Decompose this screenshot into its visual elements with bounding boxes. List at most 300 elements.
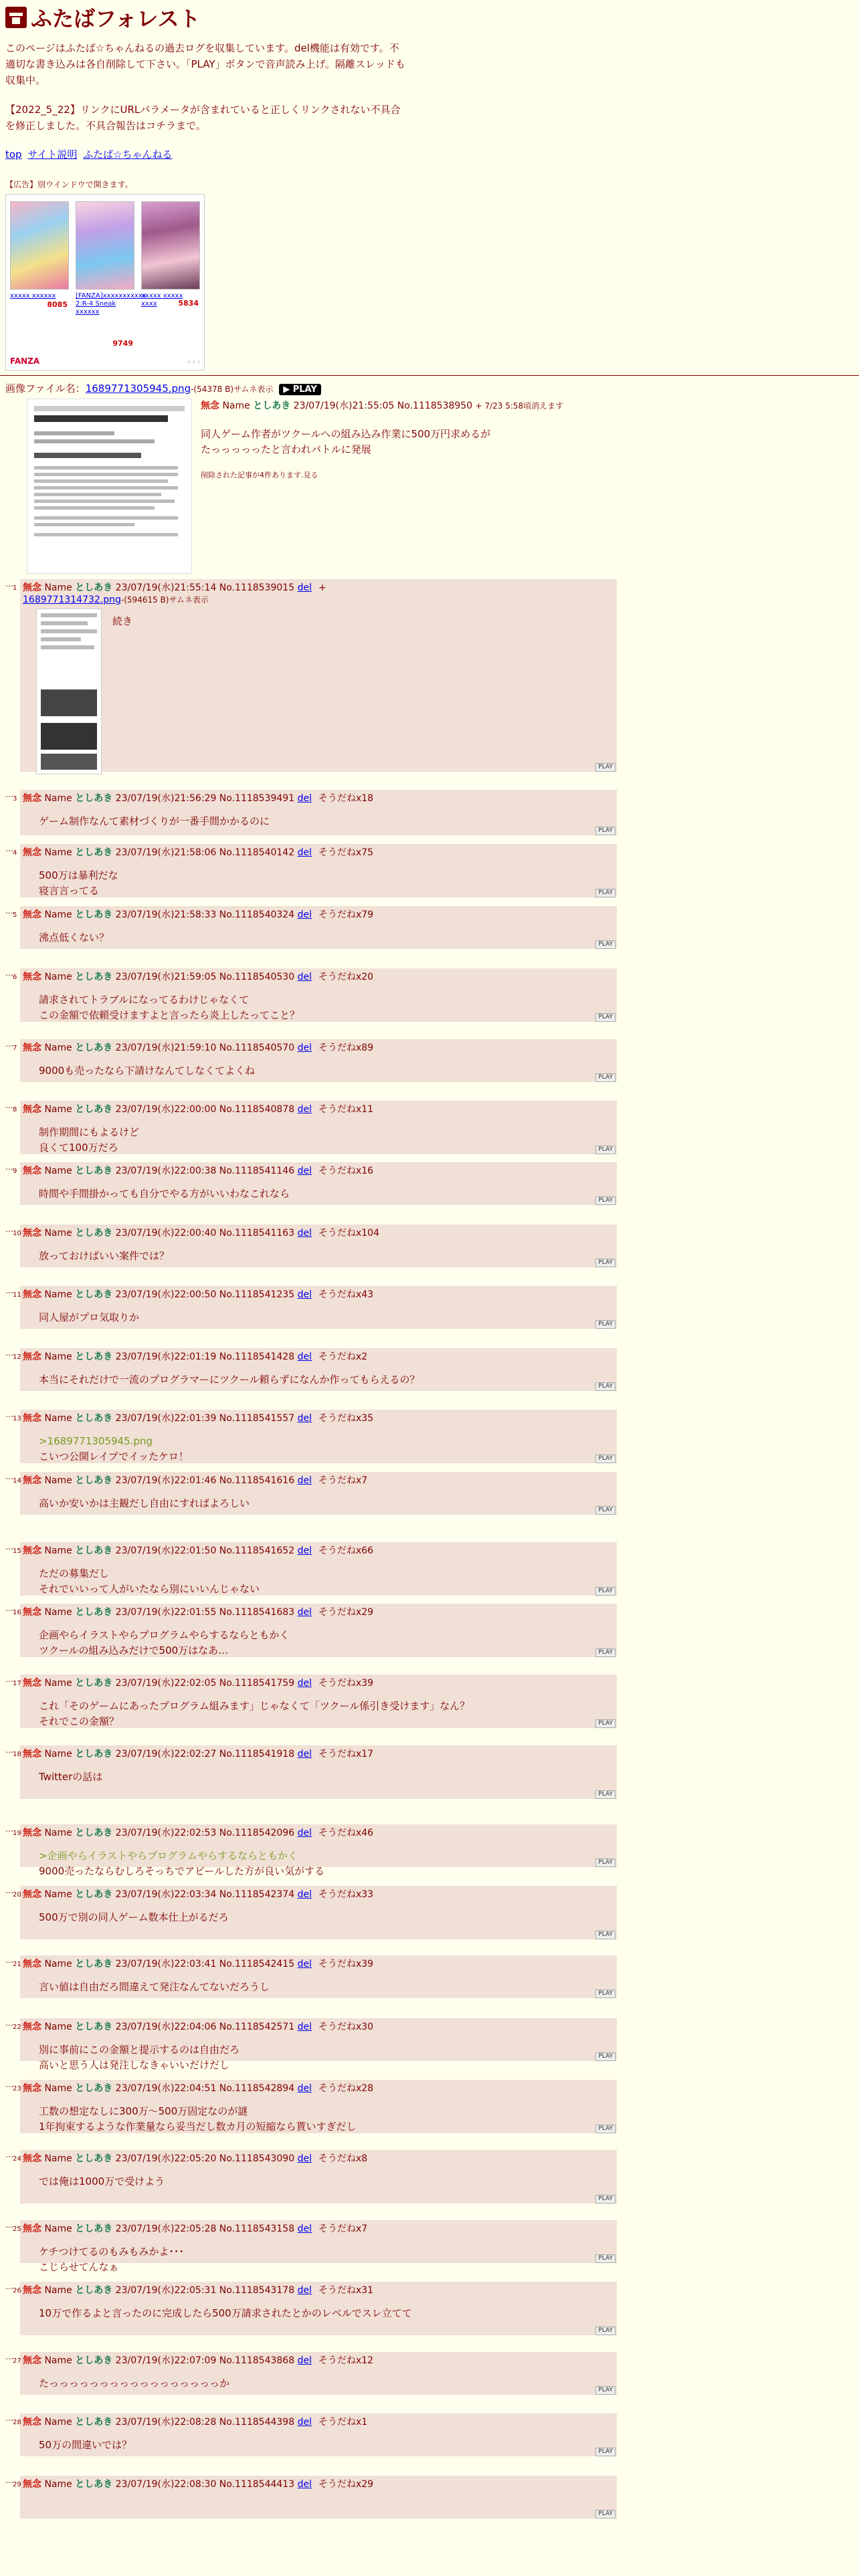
del-link[interactable]: del (297, 2479, 312, 2490)
reply-header (23, 1827, 614, 1839)
play-button[interactable]: PLAY (595, 1073, 615, 1082)
reply-body: Twitterの話は (39, 1771, 103, 1783)
name-label: Name (44, 1352, 72, 1362)
reply-header (23, 1289, 614, 1301)
reply-text (39, 1310, 614, 1325)
play-button[interactable]: PLAY (595, 2195, 615, 2204)
op-play-button[interactable]: ▶ PLAY (279, 384, 321, 395)
reply-body: 500万で別の同人ゲーム数本仕上がるだろ (39, 1911, 229, 1923)
intro-paragraph-1: このページはふたば☆ちゃんねるの過去ログを収集しています。del機能は有効です。不適切な書き込みは各自削除して下さい。「PLAY」ボタンで音声読み上げ。隔離スレッドも収集中。 (5, 42, 405, 86)
poster-name: としあき (253, 401, 291, 411)
reply-body: 言い値は自由だろ間違えて発注なんてないだろうし (39, 1981, 270, 1993)
poster-name: としあき (75, 2153, 113, 2164)
play-button[interactable]: PLAY (595, 1506, 615, 1515)
del-link[interactable]: del (297, 2355, 312, 2366)
reply-file-link[interactable]: 1689771314732.png (23, 595, 121, 605)
reply-box (13, 1955, 617, 1998)
ad-image[interactable] (10, 201, 69, 290)
poster-name: としあき (75, 1475, 113, 1486)
op-text: 同人ゲーム作者がツクールへの組み込み作業に500万円求めるが たっっっっったと言われバトルに発展 (201, 428, 491, 455)
reply-body: 請求されてトラブルになってるわけじゃなくて この金額で依頼受けますよと言ったら炎上したってこと？ (39, 994, 300, 1021)
sodane-button[interactable]: そうだねx7 (318, 1475, 368, 1486)
reply-number: 18 (13, 1751, 21, 1758)
play-button[interactable]: PLAY (595, 2327, 615, 2335)
sodane-button[interactable]: そうだねx39 (318, 1678, 374, 1689)
del-link[interactable]: del (297, 1889, 312, 1900)
reply-dots: … (5, 579, 13, 588)
subject: 無念 (23, 1749, 41, 1759)
subject: 無念 (23, 1959, 41, 1969)
post-date: 23/07/19(水)22:01:19 No.1118541428 (115, 1352, 295, 1362)
reply-header (23, 1889, 614, 1901)
reply-number: 1 (13, 584, 17, 592)
play-button[interactable]: PLAY (595, 1259, 615, 1267)
subject: 無念 (23, 847, 41, 858)
play-button[interactable]: PLAY (595, 889, 615, 897)
subject: 無念 (23, 1104, 41, 1115)
play-button[interactable]: PLAY (595, 1648, 615, 1657)
name-label: Name (44, 2022, 72, 2032)
ad-item-price: 8085 (47, 300, 68, 309)
name-label: Name (44, 2285, 72, 2296)
subject: 無念 (23, 2417, 41, 2428)
poster-name: としあき (75, 972, 113, 982)
ad-item-price: 9749 (112, 339, 133, 348)
del-link[interactable]: del (297, 1413, 312, 1424)
del-link[interactable]: del (297, 793, 312, 804)
reply-box (13, 790, 617, 835)
reply-dots: … (5, 1886, 13, 1895)
post-date: 23/07/19(水)22:05:20 No.1118543090 (115, 2153, 295, 2164)
ad-item-name[interactable]: [FANZA]xxxxxxxxxxx 2:R-4 Sneak xxxxxx (76, 292, 147, 316)
reply-box (13, 2150, 617, 2204)
poster-name: としあき (75, 1043, 113, 1053)
name-label: Name (44, 2153, 72, 2164)
reply-number: 14 (13, 1477, 21, 1485)
reply-dots: … (5, 2018, 13, 2028)
post-date: 23/07/19(水)21:56:29 No.1118539491 (115, 793, 295, 804)
del-link[interactable]: del (297, 2224, 312, 2234)
play-button[interactable]: PLAY (595, 2510, 615, 2518)
reply-dots: … (5, 1224, 13, 1234)
reply-text (39, 1979, 614, 1995)
sodane-button[interactable]: そうだねx39 (318, 1959, 374, 1969)
post-date: 23/07/19(水)22:08:28 No.1118544398 (115, 2417, 295, 2428)
subject: 無念 (23, 2153, 41, 2164)
reply-number: 5 (13, 911, 17, 919)
reply-body: 9000も売ったなら下請けなんてしなくてよくね (39, 1065, 256, 1077)
play-button[interactable]: PLAY (595, 827, 615, 835)
sodane-button[interactable]: そうだねx43 (318, 1289, 374, 1300)
reply-dots: … (5, 844, 13, 853)
poster-name: としあき (75, 2285, 113, 2296)
poster-name: としあき (75, 2224, 113, 2234)
reply-number: 6 (13, 974, 17, 981)
reply-header (23, 1412, 614, 1424)
play-button[interactable]: PLAY (595, 1146, 615, 1154)
play-button[interactable]: PLAY (595, 1990, 615, 1998)
reply-number: 7 (13, 1045, 17, 1052)
play-button[interactable]: PLAY (595, 1455, 615, 1463)
op-post (5, 381, 808, 479)
reply-number: 3 (13, 795, 17, 802)
name-label: Name (44, 2355, 72, 2366)
reply-text (39, 992, 614, 1023)
op-thumbnail[interactable] (27, 399, 192, 574)
post-date: 23/07/19(水)22:00:38 No.1118541146 (115, 1166, 295, 1176)
reply-body: こいつ公開レイプでイッたケロ！ (39, 1451, 189, 1463)
poster-name: としあき (75, 2417, 113, 2428)
reply-number: 22 (13, 2024, 21, 2031)
post-date: 23/07/19(水)22:04:51 No.1118542894 (115, 2083, 295, 2094)
reply-text (39, 2042, 614, 2073)
del-link[interactable]: del (297, 2022, 312, 2032)
del-link[interactable]: del (297, 1228, 312, 1239)
ad-item-price: 5834 (178, 299, 199, 308)
reply-dots: … (5, 1162, 13, 1172)
poster-name: としあき (75, 909, 113, 920)
play-button[interactable]: PLAY (595, 1382, 615, 1391)
ad-image[interactable] (141, 201, 200, 290)
del-link[interactable]: del (297, 1104, 312, 1115)
thumb-toggle[interactable]: サムネ表示 (233, 385, 274, 394)
reply-body: ゲーム制作なんて素材づくりが一番手間かかるのに (39, 815, 270, 827)
play-button[interactable]: PLAY (595, 1858, 615, 1867)
poster-name: としあき (75, 1104, 113, 1115)
reply-text (39, 1848, 614, 1879)
sodane-button[interactable]: そうだねx66 (318, 1545, 374, 1556)
play-button[interactable]: PLAY (595, 940, 615, 949)
reply-text (39, 1496, 614, 1511)
reply-text (39, 1628, 614, 1658)
ad-image[interactable] (76, 201, 134, 290)
subject: 無念 (23, 2083, 41, 2094)
play-button[interactable]: PLAY (595, 2448, 615, 2456)
subject: 無念 (23, 1289, 41, 1300)
del-link[interactable]: del (297, 1352, 312, 1362)
deleted-notice[interactable]: 削除された記事が4件あります.見る (201, 471, 318, 479)
sodane-button[interactable]: そうだねx89 (318, 1043, 374, 1053)
reply-header (23, 2082, 614, 2095)
name-label: Name (44, 847, 72, 858)
reply-body: 工数の想定なしに300万〜500万固定なのが謎 1年拘束するような作業量なら妥当だし数カ月の短縮なら貰いすぎだし (39, 2105, 357, 2133)
reply-number: 26 (13, 2287, 21, 2294)
name-label: Name (44, 582, 72, 593)
del-link[interactable]: del (297, 1749, 312, 1759)
poster-name: としあき (75, 582, 113, 593)
ad-item[interactable] (141, 201, 199, 308)
name-label: Name (44, 1749, 72, 1759)
reply-body: 沸点低くない？ (39, 932, 110, 944)
reply-header (23, 2284, 614, 2296)
del-link[interactable]: del (297, 1828, 312, 1838)
reply-body: 放っておけばいい案件では？ (39, 1250, 170, 1262)
ad-item-name[interactable]: xxxxx xxxxx xxxx (141, 292, 183, 308)
del-link[interactable]: del (297, 1475, 312, 1486)
op-header (201, 399, 736, 412)
sodane-button[interactable]: そうだねx18 (318, 793, 374, 804)
reply-number: 8 (13, 1106, 17, 1113)
subject: 無念 (23, 2224, 41, 2234)
poster-name: としあき (75, 1607, 113, 1618)
post-date: 23/07/19(水)22:03:41 No.1118542415 (115, 1959, 295, 1969)
ad-arrows-icon[interactable]: ‹ › › (187, 358, 200, 366)
reply-box (13, 1410, 617, 1463)
del-link[interactable]: del (297, 847, 312, 858)
reply-header (23, 2021, 614, 2033)
reply-number: 21 (13, 1961, 21, 1968)
del-link[interactable]: del (297, 1166, 312, 1176)
subject: 無念 (23, 1043, 41, 1053)
sodane-button[interactable]: そうだねx7 (318, 2224, 368, 2234)
play-button[interactable]: PLAY (595, 2254, 615, 2263)
reply-text (39, 1434, 614, 1465)
post-date: 23/07/19(水)21:59:05 No.1118540530 (115, 972, 295, 982)
play-button[interactable]: PLAY (595, 1013, 615, 1022)
expire-note: + 7/23 5:58頃消えます (475, 401, 564, 411)
sodane-button[interactable]: そうだねx30 (318, 2022, 374, 2032)
play-button[interactable]: PLAY (595, 1931, 615, 1939)
reply-header (23, 2416, 614, 2428)
reply-box (13, 579, 617, 772)
name-label: Name (44, 793, 72, 804)
del-link[interactable]: del (297, 1607, 312, 1618)
name-label: Name (44, 1959, 72, 1969)
name-label: Name (44, 1289, 72, 1300)
reply-number: 24 (13, 2155, 21, 2163)
play-button[interactable]: PLAY (595, 763, 615, 772)
subject: 無念 (23, 1166, 41, 1176)
reply-text (39, 1249, 614, 1264)
reply-text (39, 814, 614, 829)
reply-box (13, 2352, 617, 2395)
poster-name: としあき (75, 1228, 113, 1239)
play-button[interactable]: PLAY (595, 2386, 615, 2395)
sodane-button[interactable]: そうだねx28 (318, 2083, 374, 2094)
reply-number: 29 (13, 2481, 21, 2488)
reply-header (23, 2223, 614, 2235)
reply-number: 10 (13, 1230, 21, 1237)
ad-box[interactable] (5, 194, 205, 370)
reply-body: 時間や手間掛かっても自分でやる方がいいわなこれなら (39, 1188, 290, 1200)
name-label: Name (44, 1166, 72, 1176)
ad-item[interactable] (76, 201, 147, 348)
reply-box (13, 906, 617, 949)
ad-item[interactable] (10, 201, 68, 309)
sodane-button[interactable]: そうだねx104 (318, 1228, 379, 1239)
reply-box (13, 1824, 617, 1877)
sodane-button[interactable]: そうだねx8 (318, 2153, 368, 2164)
op-file-line (5, 381, 808, 395)
quote-text: >企画やらイラストやらプログラムやらするならともかく (39, 1850, 298, 1862)
del-link[interactable]: del (297, 909, 312, 920)
play-button[interactable]: PLAY (595, 1719, 615, 1728)
sodane-button[interactable]: そうだねx29 (318, 1607, 374, 1618)
post-date: 23/07/19(水)22:05:28 No.1118543158 (115, 2224, 295, 2234)
reply-text (112, 614, 614, 629)
reply-text (39, 2438, 614, 2453)
post-date: 23/07/19(水)21:58:06 No.1118540142 (115, 847, 295, 858)
sodane-button[interactable]: + (318, 582, 326, 593)
post-date: 23/07/19(水)22:01:50 No.1118541652 (115, 1545, 295, 1556)
del-link[interactable]: del (297, 1959, 312, 1969)
reply-number: 11 (13, 1291, 21, 1299)
play-button[interactable]: PLAY (595, 2052, 615, 2061)
sodane-button[interactable]: そうだねx1 (318, 2417, 368, 2428)
poster-name: としあき (75, 1413, 113, 1424)
del-link[interactable]: del (297, 1678, 312, 1689)
del-link[interactable]: del (297, 972, 312, 982)
sodane-button[interactable]: そうだねx20 (318, 972, 374, 982)
reply-header (23, 847, 614, 859)
reply-text (39, 1063, 614, 1079)
sodane-button[interactable]: そうだねx31 (318, 2285, 374, 2296)
subject: 無念 (23, 2479, 41, 2490)
reply-body: 高いか安いかは主観だし自由にすればよろしい (39, 1497, 250, 1509)
nav-about-link[interactable]: サイト説明 (27, 148, 78, 160)
del-link[interactable]: del (297, 1545, 312, 1556)
subject: 無念 (23, 2022, 41, 2032)
del-link[interactable]: del (297, 1289, 312, 1300)
reply-number: 16 (13, 1609, 21, 1616)
post-date: 23/07/19(水)22:02:27 No.1118541918 (115, 1749, 295, 1759)
reply-body: 続き (112, 615, 133, 627)
subject: 無念 (23, 1475, 41, 1486)
ad-item-name[interactable]: xxxxx xxxxxx (10, 292, 56, 300)
reply-box (13, 1101, 617, 1154)
sodane-button[interactable]: そうだねx2 (318, 1352, 368, 1362)
reply-header (23, 2478, 614, 2490)
poster-name: としあき (75, 1545, 113, 1556)
reply-body: では俺は1000万で受けよう (39, 2175, 165, 2187)
reply-dots: … (5, 1675, 13, 1684)
reply-header (23, 909, 614, 921)
post-date: 23/07/19(水)21:59:10 No.1118540570 (115, 1043, 295, 1053)
thumb-toggle[interactable]: サムネ表示 (169, 595, 209, 605)
play-button[interactable]: PLAY (595, 1320, 615, 1329)
reply-body: 制作期間にもよるけど 良くて100万だろ (39, 1126, 140, 1154)
sodane-button[interactable]: そうだねx12 (318, 2355, 374, 2366)
name-label: Name (44, 1104, 72, 1115)
subject: 無念 (23, 582, 41, 593)
reply-box (13, 1286, 617, 1329)
reply-number: 23 (13, 2085, 21, 2092)
play-button[interactable]: PLAY (595, 1196, 615, 1205)
reply-dots: … (5, 2476, 13, 2485)
reply-body: 10万で作るよと言ったのに完成したら500万請求されたとかのレベルでスレ立てて (39, 2307, 412, 2319)
reply-box (13, 844, 617, 897)
ad-label: 【広告】別ウインドウで開きます。 (5, 180, 133, 189)
del-link[interactable]: del (297, 582, 312, 593)
intro-paragraph-2: 【2022_5_22】リンクにURLパラメータが含まれていると正しくリンクされない不具合を修正しました。不具合報告はコチラまで。 (5, 104, 401, 132)
poster-name: としあき (75, 1959, 113, 1969)
reply-number: 27 (13, 2357, 21, 2365)
reply-text (39, 868, 614, 899)
del-link[interactable]: del (297, 2083, 312, 2094)
reply-body: 500万は暴利だな 寝言言ってる (39, 869, 118, 897)
play-button[interactable]: PLAY (595, 1790, 615, 1799)
reply-header (23, 582, 614, 606)
play-button[interactable]: PLAY (595, 2125, 615, 2133)
nav-futaba-link[interactable]: ふたば☆ちゃんねる (83, 148, 173, 160)
name-label: Name (44, 2224, 72, 2234)
del-link[interactable]: del (297, 2153, 312, 2164)
subject: 無念 (23, 1352, 41, 1362)
post-date: 23/07/19(水)21:55:14 No.1118539015 (115, 582, 295, 593)
post-date: 23/07/19(水)22:02:05 No.1118541759 (115, 1678, 295, 1689)
reply-box (13, 1675, 617, 1728)
sodane-button[interactable]: そうだねx17 (318, 1749, 374, 1759)
reply-dots: … (5, 968, 13, 978)
reply-thumbnail[interactable] (36, 609, 102, 774)
reply-box (13, 1039, 617, 1082)
sodane-button[interactable]: そうだねx35 (318, 1413, 374, 1424)
site-title: ふたばフォレスト (31, 6, 201, 31)
reply-number: 9 (13, 1168, 17, 1175)
subject: 無念 (23, 1607, 41, 1618)
reply-dots: … (5, 1604, 13, 1613)
sodane-button[interactable]: そうだねx11 (318, 1104, 374, 1115)
reply-dots: … (5, 1348, 13, 1358)
post-date: 23/07/19(水)22:01:39 No.1118541557 (115, 1413, 295, 1424)
reply-number: 25 (13, 2226, 21, 2233)
post-date: 23/07/19(水)22:07:09 No.1118543868 (115, 2355, 295, 2366)
post-date: 23/07/19(水)22:02:53 No.1118542096 (115, 1828, 295, 1838)
name-label: Name (44, 1889, 72, 1900)
subject: 無念 (23, 1228, 41, 1239)
reply-box (13, 1348, 617, 1391)
reply-body: 同人屋がプロ気取りか (39, 1311, 140, 1323)
op-file-link[interactable]: 1689771305945.png (85, 383, 191, 395)
reply-text (39, 1769, 614, 1785)
nav-top-link[interactable]: top (5, 148, 22, 160)
nav-links (5, 147, 407, 161)
reply-dots: … (5, 2352, 13, 2361)
reply-box (13, 2018, 617, 2071)
reply-file-size: -(594615 B) (120, 595, 169, 605)
reply-number: 20 (13, 1891, 21, 1899)
sodane-button[interactable]: そうだねx16 (318, 1166, 374, 1176)
sodane-button[interactable]: そうだねx75 (318, 847, 374, 858)
reply-box (13, 1745, 617, 1799)
reply-box (13, 1886, 617, 1939)
post-date: 23/07/19(水)22:05:31 No.1118543178 (115, 2285, 295, 2296)
sodane-button[interactable]: そうだねx29 (318, 2479, 374, 2490)
name-label: Name (44, 909, 72, 920)
play-button[interactable]: PLAY (595, 1587, 615, 1596)
del-link[interactable]: del (297, 2285, 312, 2296)
reply-header (23, 1042, 614, 1054)
reply-box (13, 1224, 617, 1267)
reply-body: たっっっっっっっっっっっっっっっっっか (39, 2377, 230, 2389)
sodane-button[interactable]: そうだねx33 (318, 1889, 374, 1900)
sodane-button[interactable]: そうだねx79 (318, 909, 374, 920)
poster-name: としあき (75, 1749, 113, 1759)
reply-text (39, 2174, 614, 2189)
poster-name: としあき (75, 1289, 113, 1300)
name-label: Name (44, 1678, 72, 1689)
subject: 無念 (23, 1413, 41, 1424)
del-link[interactable]: del (297, 1043, 312, 1053)
poster-name: としあき (75, 1828, 113, 1838)
poster-name: としあき (75, 1889, 113, 1900)
reply-dots: … (5, 2282, 13, 2291)
sodane-button[interactable]: そうだねx46 (318, 1828, 374, 1838)
reply-header (23, 1545, 614, 1557)
del-link[interactable]: del (297, 2417, 312, 2428)
reply-text (39, 930, 614, 946)
subject: 無念 (23, 972, 41, 982)
